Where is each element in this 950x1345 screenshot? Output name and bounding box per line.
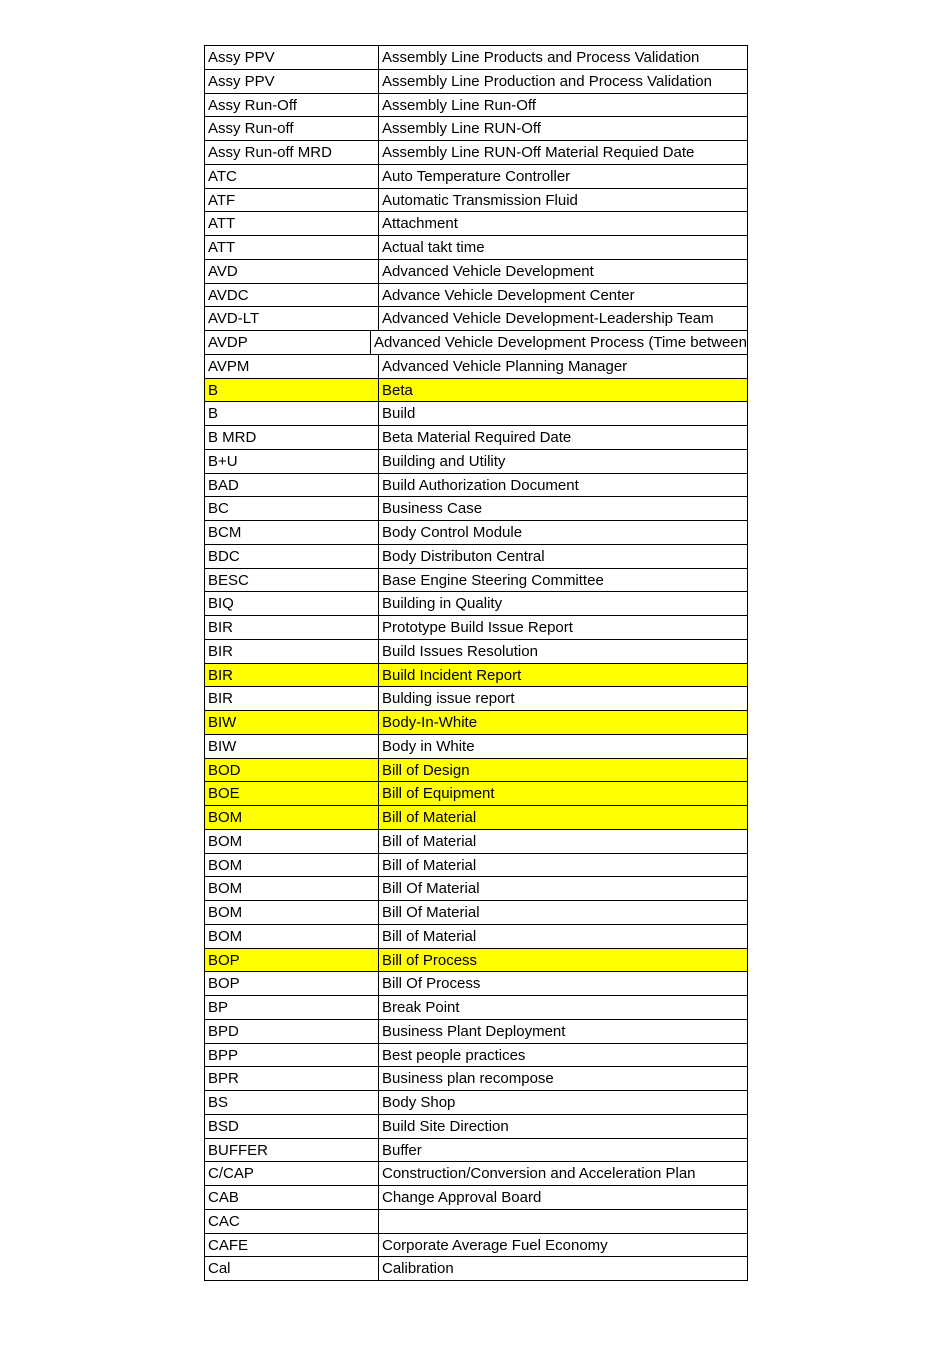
table-row — [205, 711, 747, 735]
table-row — [205, 592, 747, 616]
meaning-cell: Bill of Material — [382, 856, 477, 874]
table-row — [205, 189, 747, 213]
meaning-cell: Build Incident Report — [382, 666, 522, 684]
meaning-cell: Assembly Line RUN-Off — [382, 120, 541, 138]
abbreviation-cell: BOE — [205, 782, 379, 805]
abbreviation-cell: BDC — [205, 545, 379, 568]
table-row — [205, 830, 747, 854]
glossary-table — [204, 45, 748, 1281]
meaning-cell: Change Approval Board — [382, 1189, 542, 1206]
abbreviation-cell: BOM — [205, 830, 379, 853]
abbreviation-cell: BIR — [205, 687, 379, 710]
abbreviation-cell: B+U — [205, 450, 379, 473]
table-row — [205, 901, 747, 925]
abbreviation-cell: ATF — [205, 189, 379, 212]
table-row — [205, 640, 747, 664]
table-row — [205, 474, 747, 498]
meaning-cell: Automatic Transmission Fluid — [382, 191, 578, 209]
table-row — [205, 521, 747, 545]
abbreviation-cell: BIW — [205, 711, 379, 734]
abbreviation-cell: BIW — [205, 735, 379, 758]
abbreviation-cell: B — [205, 402, 379, 425]
meaning-cell: Body Distributon Central — [382, 547, 545, 565]
abbreviation-cell: C/CAP — [205, 1162, 379, 1185]
table-row — [205, 307, 747, 331]
meaning-cell: Base Engine Steering Committee — [382, 571, 604, 589]
meaning-cell: Building and Utility — [382, 452, 506, 470]
abbreviation-cell: BOP — [205, 972, 379, 995]
meaning-cell: Advanced Vehicle Development-Leadership Team — [382, 310, 714, 328]
meaning-cell: Body-In-White — [382, 714, 478, 731]
meaning-cell: Building in Quality — [382, 595, 503, 613]
abbreviation-cell: BUFFER — [205, 1139, 379, 1162]
table-row — [205, 497, 747, 521]
meaning-cell: Advance Vehicle Development Center — [382, 286, 635, 304]
table-row — [205, 94, 747, 118]
table-row — [205, 1210, 747, 1234]
meaning-cell: Bill of Material — [382, 809, 477, 826]
meaning-cell: Best people practices — [382, 1046, 526, 1064]
table-row — [205, 949, 747, 973]
abbreviation-cell: BESC — [205, 569, 379, 592]
meaning-cell: Bill Of Material — [382, 904, 480, 921]
table-row — [205, 782, 747, 806]
abbreviation-cell: B — [205, 379, 379, 402]
meaning-cell: Beta Material Required Date — [382, 429, 572, 446]
meaning-cell: Advanced Vehicle Development Process (Time between — [374, 334, 747, 351]
meaning-cell: Assembly Line RUN-Off Material Requied Date — [382, 144, 695, 161]
meaning-cell — [379, 1210, 747, 1233]
abbreviation-cell: BIQ — [205, 592, 379, 615]
meaning-cell: Advanced Vehicle Planning Manager — [382, 357, 628, 375]
abbreviation-cell: BAD — [205, 474, 379, 497]
abbreviation-cell: CAFE — [205, 1234, 379, 1257]
table-row — [205, 284, 747, 308]
table-row — [205, 212, 747, 236]
table-row — [205, 854, 747, 878]
meaning-cell: Bill of Material — [382, 832, 477, 850]
table-row — [205, 141, 747, 165]
abbreviation-cell: BCM — [205, 521, 379, 544]
meaning-cell: Attachment — [382, 215, 458, 233]
meaning-cell: Bill of Material — [382, 927, 477, 945]
meaning-cell: Build — [382, 405, 416, 423]
table-row — [205, 687, 747, 711]
table-row — [205, 355, 747, 379]
meaning-cell: Bill of Design — [382, 761, 470, 779]
table-row — [205, 165, 747, 189]
abbreviation-cell: ATT — [205, 212, 379, 235]
meaning-cell: Construction/Conversion and Acceleration Plan — [382, 1165, 696, 1183]
table-row — [205, 806, 747, 830]
abbreviation-cell: ATC — [205, 165, 379, 188]
meaning-cell: Actual takt time — [382, 239, 485, 256]
meaning-cell: Calibration — [382, 1260, 454, 1278]
abbreviation-cell: BC — [205, 497, 379, 520]
meaning-cell: Assembly Line Products and Process Validation — [382, 49, 700, 66]
meaning-cell: Assembly Line Production and Process Validation — [382, 72, 712, 90]
meaning-cell: Build Site Direction — [382, 1117, 509, 1135]
table-row — [205, 616, 747, 640]
abbreviation-cell: Assy Run-Off — [205, 94, 379, 117]
abbreviation-cell: BSD — [205, 1115, 379, 1138]
abbreviation-cell: BIR — [205, 664, 379, 687]
table-row — [205, 972, 747, 996]
abbreviation-cell: BOM — [205, 877, 379, 900]
abbreviation-cell: BPP — [205, 1044, 379, 1067]
table-row — [205, 1257, 747, 1281]
table-row — [205, 426, 747, 450]
abbreviation-cell: Assy PPV — [205, 46, 379, 69]
abbreviation-cell: BOM — [205, 925, 379, 948]
abbreviation-cell: B MRD — [205, 426, 379, 449]
abbreviation-cell: BOD — [205, 759, 379, 782]
meaning-cell: Business Plant Deployment — [382, 1022, 566, 1040]
table-row — [205, 1044, 747, 1068]
meaning-cell: Bill of Process — [382, 951, 478, 969]
table-row — [205, 1139, 747, 1163]
meaning-cell: Buffer — [382, 1141, 422, 1159]
abbreviation-cell: BOP — [205, 949, 379, 972]
meaning-cell: Build Authorization Document — [382, 476, 579, 494]
table-row — [205, 402, 747, 426]
table-row — [205, 260, 747, 284]
abbreviation-cell: AVD — [205, 260, 379, 283]
table-row — [205, 450, 747, 474]
abbreviation-cell: AVPM — [205, 355, 379, 378]
abbreviation-cell: AVD-LT — [205, 307, 379, 330]
meaning-cell: Break Point — [382, 999, 460, 1016]
abbreviation-cell: AVDC — [205, 284, 379, 307]
abbreviation-cell: BPD — [205, 1020, 379, 1043]
table-row — [205, 925, 747, 949]
meaning-cell: Build Issues Resolution — [382, 642, 538, 660]
meaning-cell: Assembly Line Run-Off — [382, 96, 536, 114]
abbreviation-cell: BP — [205, 996, 379, 1019]
table-row — [205, 1067, 747, 1091]
abbreviation-cell: CAC — [205, 1210, 379, 1233]
abbreviation-cell: BOM — [205, 901, 379, 924]
abbreviation-cell: AVDP — [205, 331, 371, 354]
meaning-cell: Advanced Vehicle Development — [382, 262, 594, 280]
abbreviation-cell: BOM — [205, 806, 379, 829]
table-row — [205, 664, 747, 688]
table-row — [205, 331, 747, 355]
table-row — [205, 996, 747, 1020]
abbreviation-cell: BOM — [205, 854, 379, 877]
table-row — [205, 46, 747, 70]
meaning-cell: Bill Of Material — [382, 880, 480, 898]
meaning-cell: Beta — [382, 381, 413, 399]
abbreviation-cell: Assy Run-off MRD — [205, 141, 379, 164]
abbreviation-cell: CAB — [205, 1186, 379, 1209]
table-row — [205, 70, 747, 94]
table-row — [205, 236, 747, 260]
meaning-cell: Bill Of Process — [382, 975, 481, 993]
abbreviation-cell: ATT — [205, 236, 379, 259]
meaning-cell: Bill of Equipment — [382, 785, 495, 803]
table-row — [205, 1020, 747, 1044]
table-row — [205, 1162, 747, 1186]
meaning-cell: Bulding issue report — [382, 690, 515, 708]
table-row — [205, 1234, 747, 1258]
meaning-cell: Business Case — [382, 500, 483, 518]
meaning-cell: Corporate Average Fuel Economy — [382, 1236, 608, 1254]
abbreviation-cell: Assy Run-off — [205, 117, 379, 140]
table-row — [205, 545, 747, 569]
meaning-cell: Auto Temperature Controller — [382, 167, 571, 185]
table-row — [205, 379, 747, 403]
table-row — [205, 1115, 747, 1139]
meaning-cell: Business plan recompose — [382, 1070, 554, 1088]
meaning-cell: Body in White — [382, 737, 475, 755]
abbreviation-cell: BIR — [205, 616, 379, 639]
abbreviation-cell: BS — [205, 1091, 379, 1114]
table-row — [205, 735, 747, 759]
table-row — [205, 1186, 747, 1210]
abbreviation-cell: Cal — [205, 1257, 379, 1280]
table-row — [205, 569, 747, 593]
meaning-cell: Body Control Module — [382, 524, 523, 541]
abbreviation-cell: Assy PPV — [205, 70, 379, 93]
meaning-cell: Prototype Build Issue Report — [382, 619, 573, 636]
table-row — [205, 877, 747, 901]
abbreviation-cell: BPR — [205, 1067, 379, 1090]
table-row — [205, 759, 747, 783]
table-row — [205, 117, 747, 141]
meaning-cell: Body Shop — [382, 1094, 456, 1111]
table-row — [205, 1091, 747, 1115]
abbreviation-cell: BIR — [205, 640, 379, 663]
